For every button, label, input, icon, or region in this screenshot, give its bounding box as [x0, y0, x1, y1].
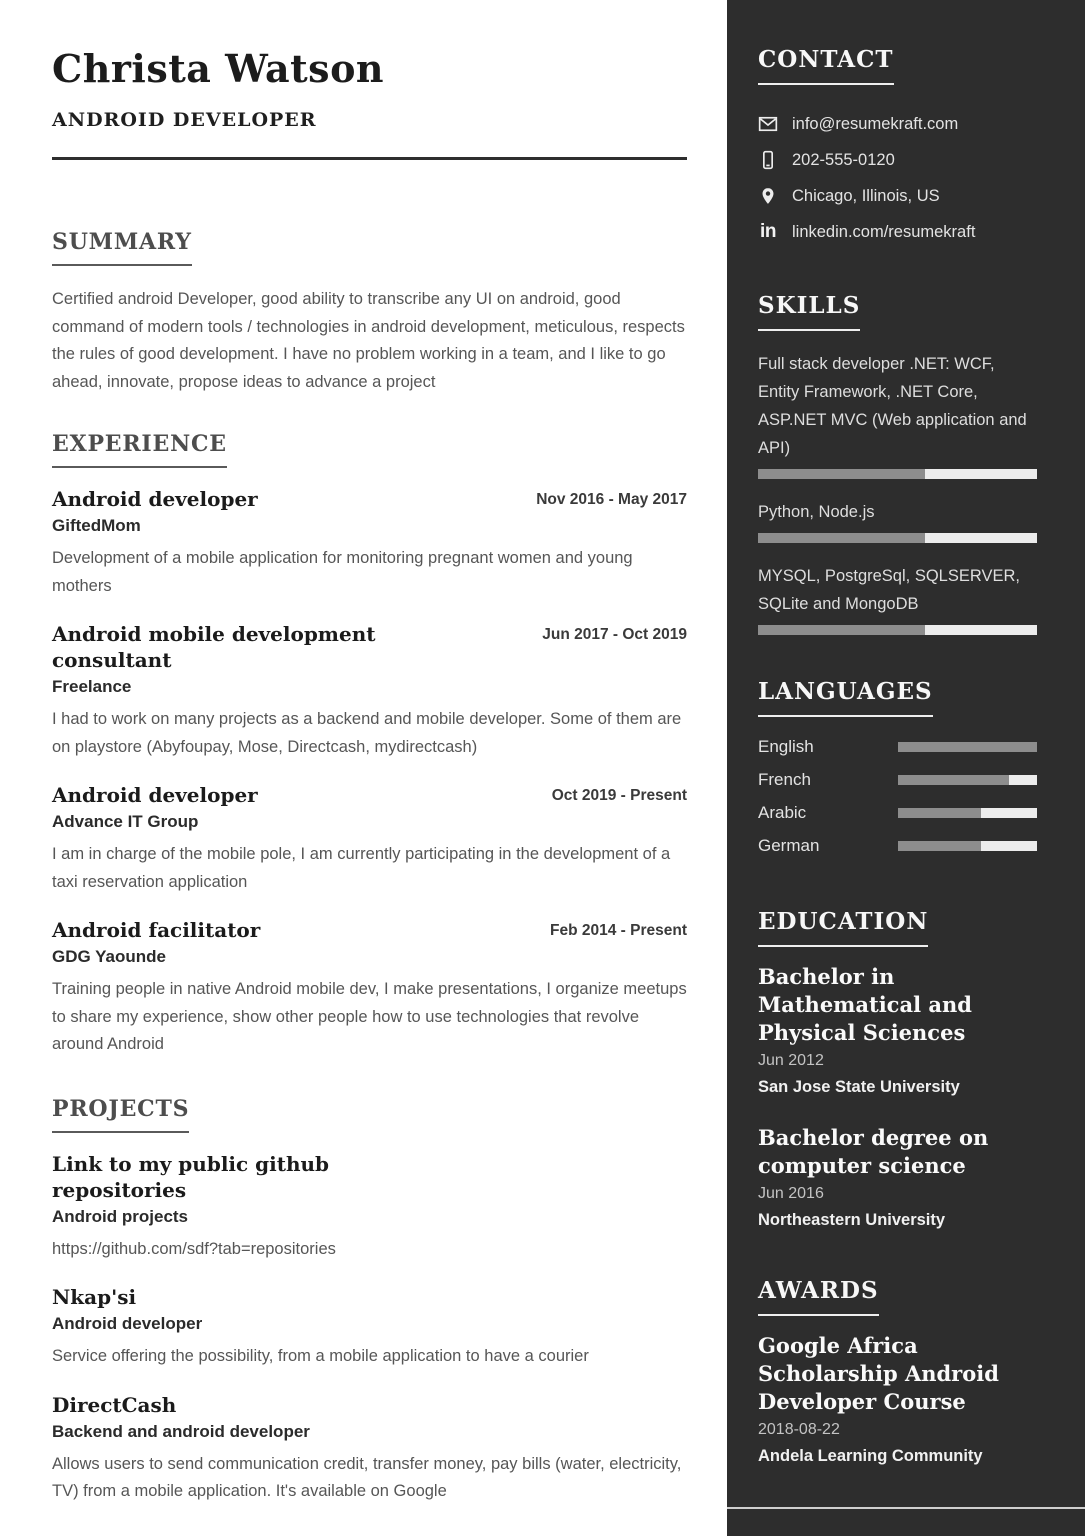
project-title: Nkap'si — [52, 1285, 137, 1309]
project-link[interactable]: https://github.com/sdf?tab=repositories — [52, 1239, 336, 1258]
language-bar — [898, 841, 1037, 851]
education-section — [758, 908, 1037, 1233]
sidebar — [727, 0, 1085, 1536]
contact-item-phone — [758, 142, 1037, 178]
project-subtitle: Android developer — [52, 1314, 203, 1333]
skill-item — [758, 562, 1037, 635]
job-company: GiftedMom — [52, 516, 141, 535]
job-header — [52, 621, 687, 673]
language-row — [758, 796, 1037, 829]
job-company: Freelance — [52, 677, 132, 696]
job-header — [52, 486, 687, 512]
skill-label: Full stack developer .NET: WCF, Entity Framework, .NET Core, ASP.NET MVC (Web application and API) — [758, 355, 1027, 457]
job-dates: Jun 2017 - Oct 2019 — [542, 626, 687, 643]
job-dates: Feb 2014 - Present — [550, 922, 687, 939]
language-bar-fill — [898, 742, 1037, 752]
job-title: Android facilitator — [52, 918, 261, 942]
experience-heading: EXPERIENCE — [52, 430, 227, 468]
job-entry — [52, 782, 687, 896]
language-bar-fill — [898, 841, 981, 851]
project-entry — [52, 1392, 687, 1506]
education-entry — [758, 963, 1037, 1100]
project-description: Allows users to send communication credit, transfer money, pay bills (water, electricity, TV) from a mobile application. It's available on Google — [52, 1454, 682, 1500]
job-description: Development of a mobile application for monitoring pregnant women and young mothers — [52, 549, 633, 595]
education-entry — [758, 1124, 1037, 1233]
awards-heading: AWARDS — [758, 1277, 879, 1316]
language-bar-fill — [898, 808, 981, 818]
job-header — [52, 917, 687, 943]
language-label: French — [758, 769, 811, 789]
contact-email-text: info@resumekraft.com — [792, 114, 959, 133]
project-subtitle: Android projects — [52, 1206, 189, 1226]
skill-label: Python, Node.js — [758, 503, 875, 521]
email-icon — [758, 114, 778, 134]
education-heading: EDUCATION — [758, 908, 928, 947]
experience-section — [52, 430, 687, 1059]
contact-heading: CONTACT — [758, 46, 894, 85]
summary-heading: SUMMARY — [52, 228, 192, 266]
location-icon — [758, 186, 778, 206]
project-title: Link to my public github repositories — [52, 1151, 330, 1202]
education-school: San Jose State University — [758, 1078, 960, 1096]
contact-item-email[interactable] — [758, 106, 1037, 142]
contact-list — [758, 106, 1037, 250]
job-entry — [52, 621, 687, 761]
language-label: German — [758, 835, 820, 855]
language-bar-fill — [898, 775, 1009, 785]
education-date: Jun 2016 — [758, 1185, 824, 1202]
job-header — [52, 782, 687, 808]
languages-list — [758, 730, 1037, 862]
job-dates: Oct 2019 - Present — [551, 787, 687, 804]
skill-label: MYSQL, PostgreSql, SQLSERVER, SQLite and MongoDB — [758, 567, 1020, 613]
job-description: I had to work on many projects as a backend and mobile developer. Some of them are on playstore (Abyfoupay, Mose, Directcash, mydirectcash) — [52, 710, 682, 756]
language-row — [758, 829, 1037, 862]
languages-section — [758, 678, 1037, 862]
language-label: English — [758, 736, 814, 756]
skill-bar-fill — [758, 533, 925, 543]
job-company: GDG Yaounde — [52, 947, 166, 966]
contact-phone-text: 202-555-0120 — [792, 150, 895, 169]
summary-text: Certified android Developer, good ability to transcribe any UI on android, good command of modern tools / technologies in android development, meticulous, respects the rules of good development. I have no problem working in a team, and I like to go ahead, innovate, propose ideas to advance a project — [52, 290, 685, 391]
job-dates: Nov 2016 - May 2017 — [536, 491, 687, 508]
contact-item-location — [758, 178, 1037, 214]
awards-section — [758, 1277, 1037, 1469]
job-entry — [52, 486, 687, 600]
contact-linkedin-text: linkedin.com/resumekraft — [792, 222, 976, 241]
award-organization: Andela Learning Community — [758, 1447, 983, 1465]
project-entry — [52, 1284, 687, 1371]
skill-bar — [758, 469, 1037, 479]
language-label: Arabic — [758, 802, 807, 822]
award-entry — [758, 1332, 1037, 1469]
contact-item-linkedin[interactable] — [758, 214, 1037, 250]
project-description: Service offering the possibility, from a mobile application to have a courier — [52, 1347, 589, 1365]
skills-heading: SKILLS — [758, 292, 860, 331]
linkedin-icon: in — [760, 221, 776, 242]
job-description: Training people in native Android mobile dev, I make presentations, I organize meetups to share my experience, show other people how to use technologies that revolve around Android — [52, 980, 687, 1053]
project-title: DirectCash — [52, 1392, 177, 1417]
project-subtitle: Backend and android developer — [52, 1421, 310, 1441]
projects-section — [52, 1095, 687, 1506]
education-school: Northeastern University — [758, 1211, 946, 1229]
education-degree: Bachelor in Mathematical and Physical Sciences — [758, 964, 972, 1045]
language-row — [758, 730, 1037, 763]
project-entry — [52, 1151, 687, 1264]
education-date: Jun 2012 — [758, 1052, 824, 1069]
header-rule — [52, 157, 687, 160]
language-bar — [898, 775, 1037, 785]
phone-icon — [758, 150, 778, 170]
education-degree: Bachelor degree on computer science — [758, 1125, 989, 1178]
language-row — [758, 763, 1037, 796]
skills-section — [758, 292, 1037, 635]
language-bar — [898, 742, 1037, 752]
job-company: Advance IT Group — [52, 812, 199, 831]
projects-heading: PROJECTS — [52, 1095, 189, 1133]
language-bar — [898, 808, 1037, 818]
contact-section — [758, 46, 1037, 250]
skill-bar-fill — [758, 625, 925, 635]
skill-bar — [758, 625, 1037, 635]
sidebar-bottom-divider — [727, 1507, 1085, 1509]
award-date: 2018-08-22 — [758, 1421, 840, 1438]
languages-heading: LANGUAGES — [758, 678, 933, 717]
job-entry — [52, 917, 687, 1059]
job-description: I am in charge of the mobile pole, I am currently participating in the development of a taxi reservation application — [52, 845, 671, 891]
job-title: Android developer — [52, 487, 258, 511]
role-title: ANDROID DEVELOPER — [52, 109, 317, 131]
skill-bar — [758, 533, 1037, 543]
summary-section — [52, 228, 687, 396]
contact-location-text: Chicago, Illinois, US — [792, 186, 940, 205]
job-title: Android developer — [52, 783, 258, 807]
skill-item — [758, 498, 1037, 543]
skill-bar-fill — [758, 469, 925, 479]
skill-item — [758, 350, 1037, 479]
award-title: Google Africa Scholarship Android Developer Course — [758, 1333, 999, 1414]
person-name: Christa Watson — [52, 46, 385, 91]
job-title: Android mobile development consultant — [52, 622, 376, 672]
